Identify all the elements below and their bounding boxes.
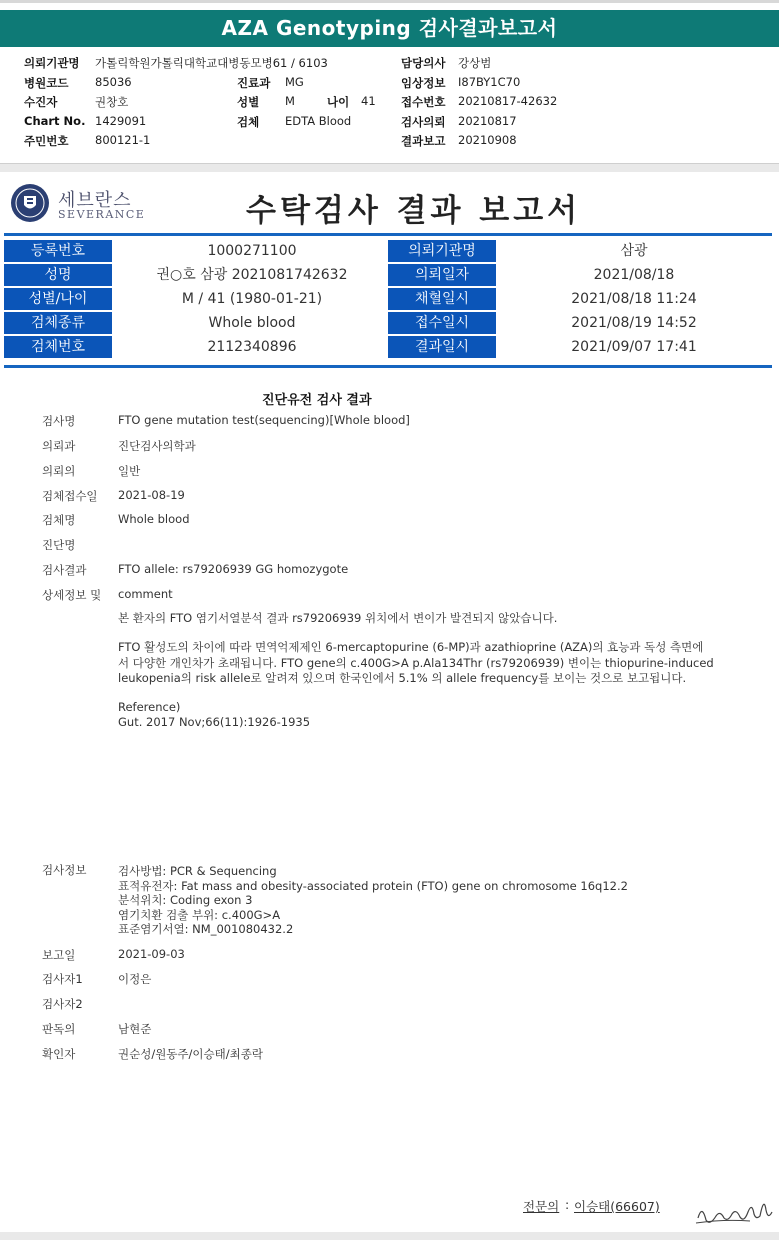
sex-age-label: 성별/나이 <box>4 288 112 310</box>
comment-no-variant: 본 환자의 FTO 염기서열분석 결과 rs79206939 위치에서 변이가 발견되지 않았습니다. <box>118 611 558 625</box>
test-name-value: FTO gene mutation test(sequencing)[Whole blood] <box>118 413 410 427</box>
chart-no-value: 1429091 <box>95 114 147 128</box>
age-value: 41 <box>361 94 376 108</box>
header-row <box>0 133 779 152</box>
header-info <box>0 52 779 162</box>
report-title: 수탁검사 결과 보고서 <box>246 193 582 229</box>
field-label: 보고일 <box>42 948 76 962</box>
chart-no-label: Chart No. <box>24 114 86 128</box>
hospital-value: 가톨릭학원가톨릭대학교대병동모병61 / 6103 <box>95 56 328 70</box>
request-date-value: 20210817 <box>458 114 517 128</box>
specimen-value: EDTA Blood <box>285 114 352 128</box>
confirmer-value: 권순성/원동주/이승태/최종락 <box>118 1047 263 1061</box>
specialist-label: 전문의 <box>523 1199 560 1214</box>
method-line: 염기치환 검출 부위: c.400G>A <box>118 908 281 922</box>
receipt-date-value: 2021-08-19 <box>118 488 185 502</box>
method-line: 검사방법: PCR & Sequencing <box>118 864 277 878</box>
physician-value: 일반 <box>118 464 141 478</box>
dept-value: MG <box>285 75 304 89</box>
receipt-time-label: 접수일시 <box>388 312 496 334</box>
reference-citation: Gut. 2017 Nov;66(11):1926-1935 <box>118 715 311 729</box>
field-label: 검사자2 <box>42 997 83 1011</box>
method-line: 표준염기서열: NM_001080432.2 <box>118 922 294 936</box>
patient-label: 수진자 <box>24 95 58 109</box>
sex-label: 성별 <box>237 95 260 109</box>
doctor-label: 담당의사 <box>401 56 446 70</box>
request-date-label: 의뢰일자 <box>388 264 496 286</box>
receipt-time-value: 2021/08/19 14:52 <box>571 315 697 331</box>
dept-label: 진료과 <box>237 76 271 90</box>
specimen-no-label: 검체번호 <box>4 336 112 358</box>
reg-no-label: 등록번호 <box>4 240 112 262</box>
section-divider <box>0 163 779 172</box>
hospital-label: 의뢰기관명 <box>24 56 80 70</box>
report-header-title: AZA Genotyping 검사결과보고서 <box>0 10 779 47</box>
resident-no-label: 주민번호 <box>24 134 69 148</box>
report-date-label: 결과보고 <box>401 134 446 148</box>
method-line: 표적유전자: Fat mass and obesity-associated protein (FTO) gene on chromosome 16q12.2 <box>118 879 628 893</box>
blue-rule-top <box>4 233 772 236</box>
name-value: 권○호 삼광 2021081742632 <box>156 267 348 283</box>
reader-value: 남현준 <box>118 1022 152 1036</box>
specimen-type-value: Whole blood <box>208 315 296 331</box>
field-label: 검사결과 <box>42 563 87 577</box>
field-label: 검체명 <box>42 513 76 527</box>
collection-time-value: 2021/08/18 11:24 <box>571 291 697 307</box>
tester1-value: 이정은 <box>118 972 152 986</box>
requesting-org-label: 의뢰기관명 <box>388 240 496 262</box>
resident-no-value: 800121-1 <box>95 133 151 147</box>
logo-korean-text: 세브란스 <box>58 190 132 211</box>
header-row <box>0 75 779 94</box>
report-date-value: 2021-09-03 <box>118 947 185 961</box>
name-label: 성명 <box>4 264 112 286</box>
test-result-value: FTO allele: rs79206939 GG homozygote <box>118 562 349 576</box>
field-label: 검사자1 <box>42 972 83 986</box>
field-label: 의뢰의 <box>42 464 76 478</box>
sex-value: M <box>285 94 295 108</box>
reg-no-value: 1000271100 <box>207 243 297 259</box>
field-label: 진단명 <box>42 538 76 552</box>
result-section-title: 진단유전 검사 결과 <box>262 393 372 408</box>
field-label: 의뢰과 <box>42 439 76 453</box>
comment-line: 서 다양한 개인차가 초래됩니다. FTO gene의 c.400G>A p.Ala134Thr (rs79206939) 변이는 thiopurine-induced <box>118 656 714 670</box>
doctor-value: 강상범 <box>458 56 492 70</box>
method-line: 분석위치: Coding exon 3 <box>118 893 253 907</box>
hospital-code-value: 85036 <box>95 75 132 89</box>
report-date-value: 20210908 <box>458 133 517 147</box>
collection-time-label: 채혈일시 <box>388 288 496 310</box>
comment-line: FTO 활성도의 차이에 따라 면역억제제인 6-mercaptopurine (6-MP)과 azathioprine (AZA)의 효능과 독성 측면에 <box>118 640 704 654</box>
top-border <box>0 0 779 3</box>
header-row <box>0 114 779 133</box>
severance-logo-icon <box>10 183 50 223</box>
comment-line: leukopenia의 risk allele로 알려져 있으며 한국인에서 5.1% 의 allele frequency를 보이는 것으로 보고됩니다. <box>118 671 687 685</box>
specialist-name: 이승태(66607) <box>574 1199 660 1214</box>
hospital-code-label: 병원코드 <box>24 76 69 90</box>
accession-label: 접수번호 <box>401 95 446 109</box>
field-label: 상세정보 및 <box>42 588 102 602</box>
specimen-label: 검체 <box>237 115 260 129</box>
logo-english-text: SEVERANCE <box>58 208 146 221</box>
accession-value: 20210817-42632 <box>458 94 558 108</box>
signature-separator: : <box>565 1197 570 1212</box>
method-label: 검사정보 <box>42 863 87 877</box>
age-label: 나이 <box>327 95 350 109</box>
sex-age-value: M / 41 (1980-01-21) <box>181 291 323 307</box>
department-value: 진단검사의학과 <box>118 439 196 453</box>
field-label: 확인자 <box>42 1047 76 1061</box>
field-label: 검체접수일 <box>42 489 98 503</box>
specimen-name-value: Whole blood <box>118 512 190 526</box>
field-label: 판독의 <box>42 1022 76 1036</box>
header-row <box>0 55 779 74</box>
clinical-info-label: 임상정보 <box>401 76 446 90</box>
field-label: 검사명 <box>42 414 76 428</box>
patient-value: 권창호 <box>95 95 129 109</box>
result-time-value: 2021/09/07 17:41 <box>571 339 697 355</box>
specimen-type-label: 검체종류 <box>4 312 112 334</box>
clinical-info-value: I87BY1C70 <box>458 75 521 89</box>
requesting-org-value: 삼광 <box>620 243 648 259</box>
bottom-border <box>0 1232 779 1240</box>
request-date-label: 검사의뢰 <box>401 115 446 129</box>
patient-info-table <box>4 240 772 362</box>
request-date-value: 2021/08/18 <box>593 267 675 283</box>
header-row <box>0 94 779 113</box>
handwritten-signature-icon <box>694 1190 776 1230</box>
result-time-label: 결과일시 <box>388 336 496 358</box>
reference-label: Reference) <box>118 700 181 714</box>
blue-rule-bottom <box>4 365 772 368</box>
comment-label-suffix: comment <box>118 587 173 601</box>
specimen-no-value: 2112340896 <box>207 339 297 355</box>
